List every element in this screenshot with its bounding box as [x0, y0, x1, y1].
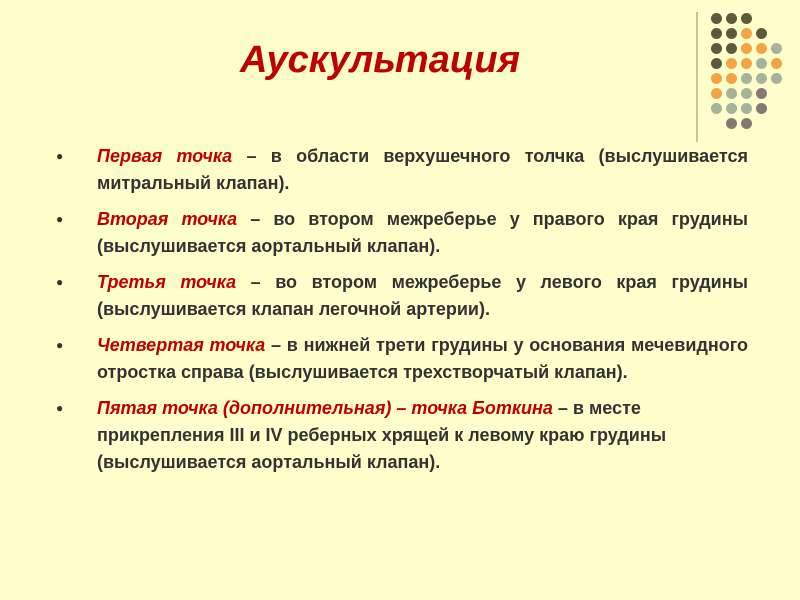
decorative-dot	[726, 103, 737, 114]
bullet-icon: ●	[56, 401, 64, 415]
list-item	[48, 143, 748, 197]
decorative-dot-grid	[711, 13, 791, 133]
decorative-dot	[756, 88, 767, 99]
decorative-dot	[726, 28, 737, 39]
list-item-highlight: Пятая точка (дополнительная) – точка Боткина	[97, 398, 553, 418]
decorative-dot	[711, 88, 722, 99]
decorative-dot	[741, 118, 752, 129]
decorative-dot	[741, 28, 752, 39]
bullet-list	[48, 143, 748, 485]
list-item-text: – во втором межреберье у левого края грудины (выслушивается клапан легочной артерии).	[97, 272, 748, 319]
list-item-text: – в области верхушечного толчка (выслушивается митральный клапан).	[97, 146, 748, 193]
decorative-dot	[756, 43, 767, 54]
bullet-icon: ●	[56, 275, 64, 289]
decorative-dot	[741, 58, 752, 69]
list-item-text: – в месте прикрепления III и IV реберных хрящей к левому краю грудины (выслушивается аортальный клапан).	[97, 398, 667, 472]
list-item	[48, 269, 748, 323]
slide-title: Аускультация	[240, 39, 520, 81]
decorative-dot	[756, 73, 767, 84]
decorative-dot	[711, 103, 722, 114]
decorative-dot	[711, 43, 722, 54]
list-item	[48, 332, 748, 386]
bullet-icon: ●	[56, 149, 64, 163]
decorative-dot	[741, 103, 752, 114]
decorative-dot	[711, 73, 722, 84]
decorative-dot	[741, 73, 752, 84]
list-item-text: – во втором межреберье у правого края грудины (выслушивается аортальный клапан).	[97, 209, 748, 256]
decorative-dot	[741, 13, 752, 24]
decorative-dot	[711, 13, 722, 24]
decorative-vertical-line	[696, 12, 698, 142]
decorative-dot	[726, 43, 737, 54]
list-item-highlight: Вторая точка	[97, 209, 238, 229]
decorative-dot	[771, 43, 782, 54]
decorative-dot	[726, 88, 737, 99]
list-item	[48, 206, 748, 260]
decorative-dot	[771, 58, 782, 69]
bullet-icon: ●	[56, 212, 64, 226]
decorative-dot	[726, 13, 737, 24]
list-item-text: – в нижней трети грудины у основания мечевидного отростка справа (выслушивается трехстворчатый клапан).	[97, 335, 748, 382]
list-item-highlight: Четвертая точка	[97, 335, 266, 355]
list-item-highlight: Первая точка	[97, 146, 233, 166]
list-item-highlight: Третья точка	[97, 272, 237, 292]
decorative-dot	[726, 58, 737, 69]
decorative-dot	[741, 88, 752, 99]
decorative-dot	[756, 103, 767, 114]
list-item	[48, 395, 748, 476]
decorative-dot	[756, 58, 767, 69]
decorative-dot	[771, 73, 782, 84]
decorative-dot	[726, 73, 737, 84]
decorative-dot	[756, 28, 767, 39]
decorative-dot	[741, 43, 752, 54]
decorative-dot	[711, 28, 722, 39]
decorative-dot	[726, 118, 737, 129]
decorative-dot	[711, 58, 722, 69]
bullet-icon: ●	[56, 338, 64, 352]
